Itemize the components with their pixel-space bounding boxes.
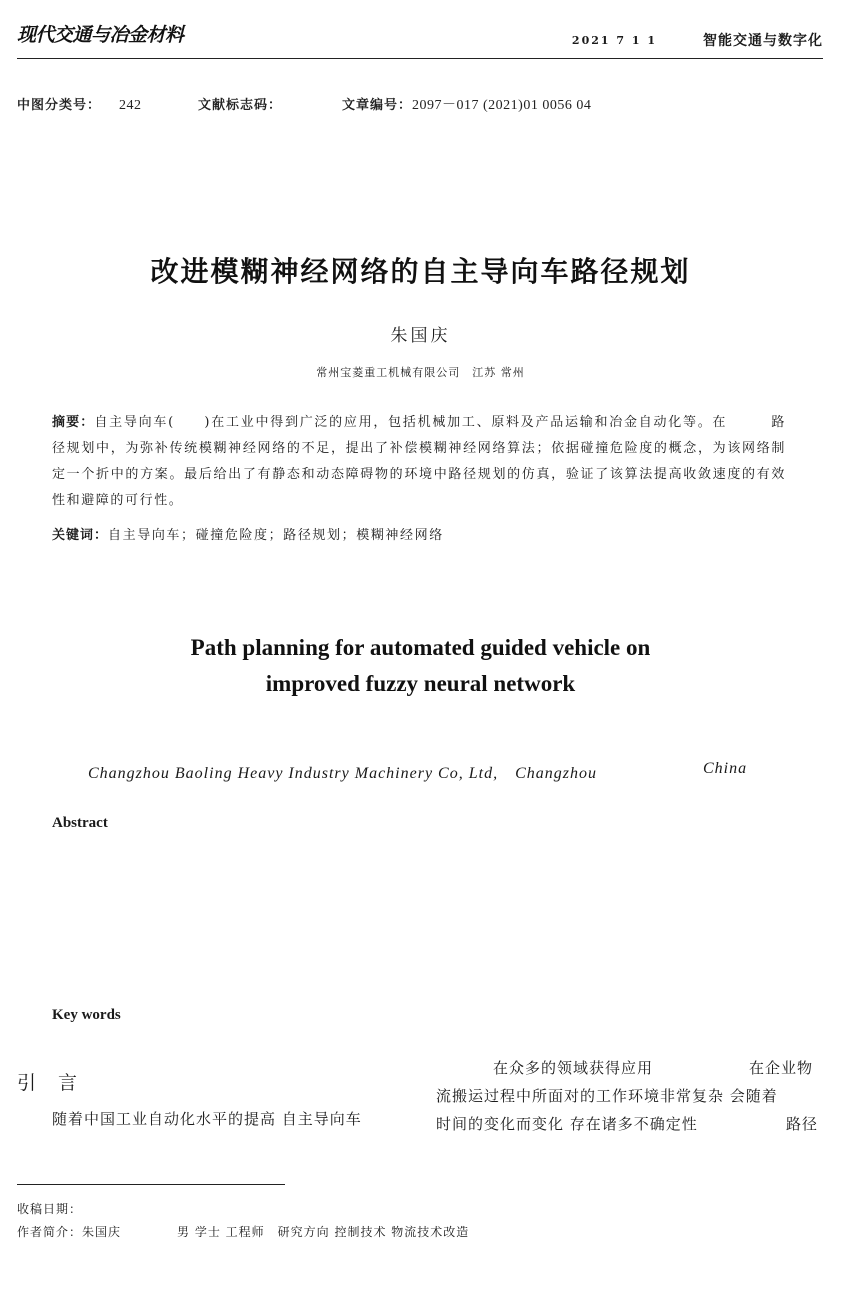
running-header: [17, 18, 823, 59]
paper-title-en-line2: improved fuzzy neural network: [265, 671, 576, 696]
intro-right-segment: 路径: [786, 1115, 819, 1133]
intro-right-line: [436, 1082, 820, 1110]
abstract-cn-label: 摘要：: [52, 415, 95, 430]
issue-info: 2021 7 1 1: [571, 34, 657, 47]
intro-right-line: [436, 1110, 820, 1138]
keywords-cn-label: 关键词：: [52, 528, 109, 543]
document-code-label: 文献标志码：: [198, 98, 283, 113]
footnote-author-label: 作者简介：: [17, 1225, 83, 1239]
clc-label: 中图分类号：: [17, 98, 102, 113]
author-cn: 朱国庆: [390, 326, 451, 346]
intro-right-segment: 在众多的领域获得应用: [493, 1059, 654, 1077]
intro-right-segment: 流搬运过程中所面对的工作环境非常复杂 会随着: [436, 1087, 778, 1105]
paper-title-cn: 改进模糊神经网络的自主导向车路径规划: [150, 255, 691, 288]
article-number-label: 文章编号：: [342, 98, 413, 113]
clc-number: [17, 94, 142, 114]
paper-title-en: [0, 630, 841, 702]
footnote-received: 收稿日期：: [17, 1202, 83, 1216]
keywords-cn: [52, 524, 786, 543]
article-number-value: 2097－017 (2021)01 0056 04: [412, 98, 592, 113]
abstract-en-label: Abstract: [52, 815, 108, 831]
keywords-cn-text: 自主导向车；碰撞危险度；路径规划；模糊神经网络: [108, 528, 444, 543]
intro-right-segment: 在企业物: [749, 1059, 814, 1077]
journal-logo: 现代交通与冶金材料: [17, 24, 184, 46]
affiliation-cn: 常州宝菱重工机械有限公司 江苏 常州: [316, 366, 525, 379]
affiliation-en: [88, 760, 768, 783]
section-name: 智能交通与数字化: [703, 33, 823, 49]
affiliation-en-country: China: [703, 760, 748, 777]
footnote-author-name: 朱国庆: [82, 1225, 122, 1239]
intro-right-segment: 时间的变化而变化 存在诸多不确定性: [436, 1115, 698, 1133]
footnote-divider: [17, 1184, 285, 1185]
clc-value: 242: [119, 98, 142, 113]
intro-right-column: [436, 1054, 820, 1138]
introduction-heading: 引言: [17, 1072, 100, 1094]
footnote-author: [17, 1223, 469, 1240]
abstract-cn: [52, 410, 786, 514]
footnote-author-info: 男 学士 工程师 研究方向 控制技术 物流技术改造: [177, 1225, 470, 1239]
paper-title-en-line1: Path planning for automated guided vehicle on: [190, 635, 651, 660]
keywords-en-label: Key words: [52, 1007, 121, 1023]
article-number: [342, 94, 591, 114]
intro-right-line: [436, 1054, 820, 1082]
document-code: [198, 94, 282, 113]
abstract-cn-text: 自主导向车( )在工业中得到广泛的应用，包括机械加工、原料及产品运输和冶金自动化等。在 路径规划中，为弥补传统模糊神经网络的不足，提出了补偿模糊神经网络算法；依据碰撞危险度的概念，为该网络制定一个折中的方案。最后给出了有静态和动态障碍物的环境中路径规划的仿真，验证了该算法提高收敛速度的有效性和避障的可行性。: [52, 415, 786, 508]
intro-left-column: 随着中国工业自动化水平的提高 自主导向车: [52, 1110, 362, 1128]
affiliation-en-text: Changzhou Baoling Heavy Industry Machinery Co, Ltd, Changzhou: [88, 765, 597, 782]
